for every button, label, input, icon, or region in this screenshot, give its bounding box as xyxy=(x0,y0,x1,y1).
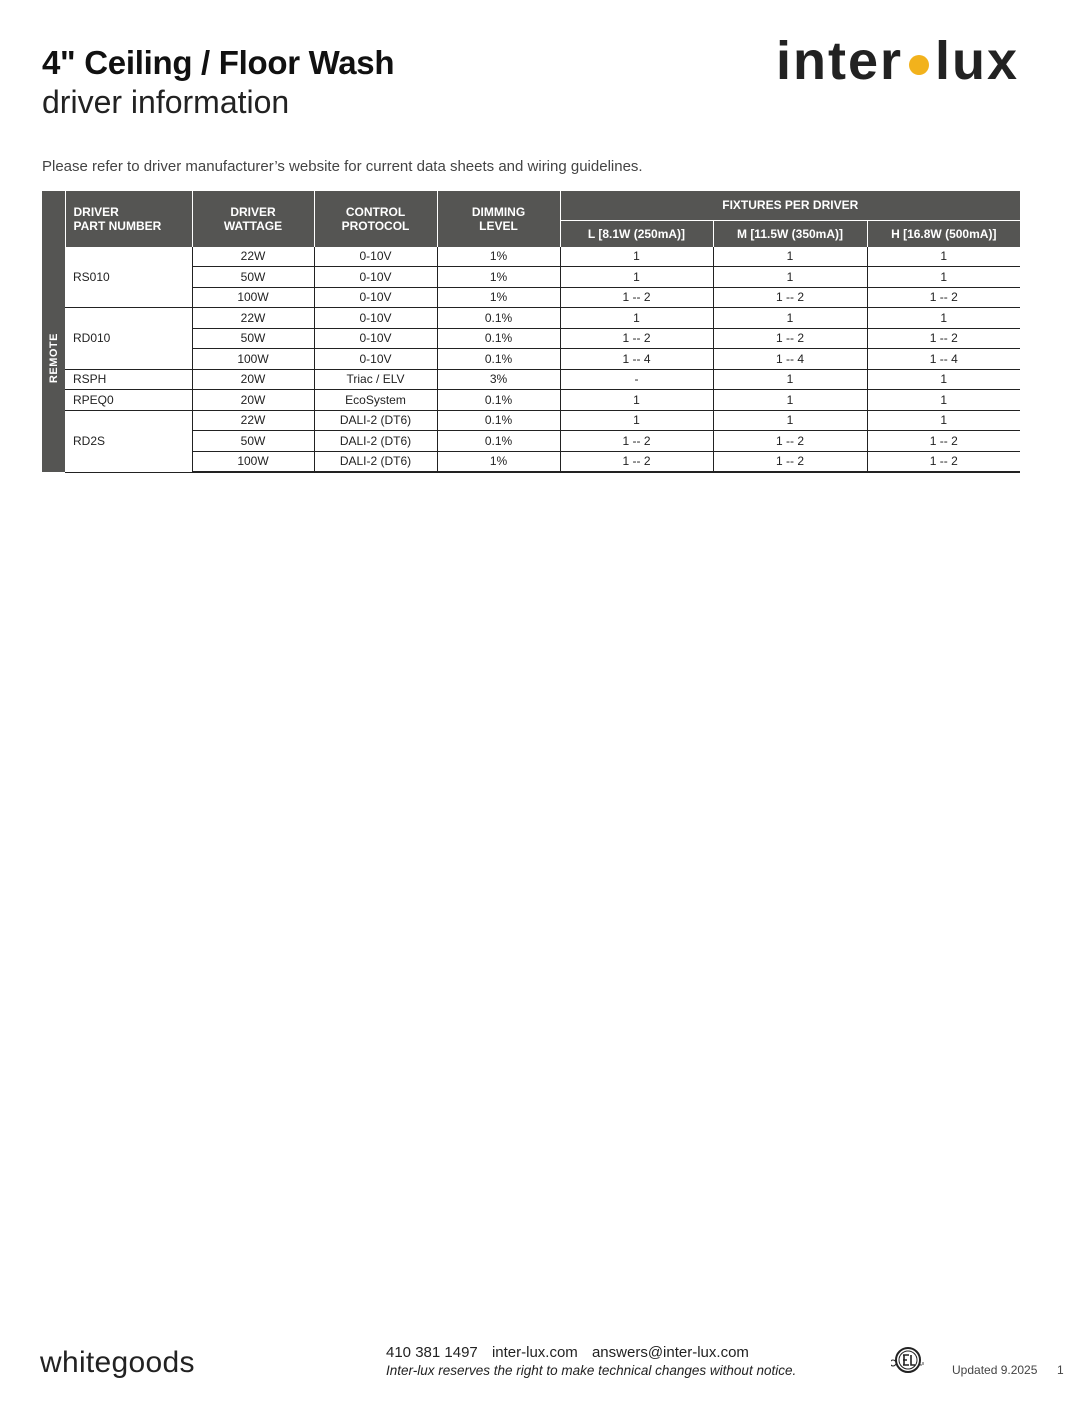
fixture-m-cell: 1 -- 2 xyxy=(713,451,867,472)
table-row xyxy=(42,369,1020,390)
fixture-h-cell: 1 xyxy=(867,247,1020,267)
wattage-cell: 22W xyxy=(192,410,314,431)
dimming-cell: 3% xyxy=(437,369,560,390)
wattage-cell: 20W xyxy=(192,390,314,411)
fixture-h-cell: 1 -- 2 xyxy=(867,328,1020,349)
whitegoods-brand: whitegoods xyxy=(40,1346,195,1379)
dimming-cell: 0.1% xyxy=(437,431,560,452)
footer-disclaimer: Inter-lux reserves the right to make technical changes without notice. xyxy=(386,1363,797,1378)
fixture-l-cell: 1 xyxy=(560,247,713,267)
dimming-cell: 0.1% xyxy=(437,349,560,370)
protocol-cell: 0-10V xyxy=(314,308,437,329)
fixture-m-cell: 1 -- 4 xyxy=(713,349,867,370)
footer-website-link[interactable]: inter-lux.com xyxy=(491,1344,578,1361)
protocol-cell: EcoSystem xyxy=(314,390,437,411)
header-wattage: DRIVER WATTAGE xyxy=(192,191,314,247)
fixture-l-cell: 1 -- 4 xyxy=(560,349,713,370)
dimming-cell: 0.1% xyxy=(437,328,560,349)
fixture-l-cell: 1 -- 2 xyxy=(560,451,713,472)
fixture-l-cell: 1 -- 2 xyxy=(560,328,713,349)
fixture-m-cell: 1 xyxy=(713,390,867,411)
fixture-m-cell: 1 xyxy=(713,267,867,288)
protocol-cell: 0-10V xyxy=(314,287,437,308)
wattage-cell: 20W xyxy=(192,369,314,390)
dimming-cell: 0.1% xyxy=(437,308,560,329)
fixture-m-cell: 1 -- 2 xyxy=(713,328,867,349)
part-number-cell: RPEQ0 xyxy=(65,390,192,411)
fixture-l-cell: 1 -- 2 xyxy=(560,287,713,308)
footer-phone: 410 381 1497 xyxy=(386,1344,478,1361)
fixture-h-cell: 1 -- 4 xyxy=(867,349,1020,370)
fixture-l-cell: 1 -- 2 xyxy=(560,431,713,452)
wattage-cell: 50W xyxy=(192,431,314,452)
table-row xyxy=(42,390,1020,411)
part-number-cell: RSPH xyxy=(65,369,192,390)
protocol-cell: 0-10V xyxy=(314,247,437,267)
protocol-cell: Triac / ELV xyxy=(314,369,437,390)
protocol-cell: DALI-2 (DT6) xyxy=(314,410,437,431)
updated-date: Updated 9.2025 xyxy=(952,1363,1038,1377)
fixture-m-cell: 1 xyxy=(713,308,867,329)
wattage-cell: 22W xyxy=(192,247,314,267)
table-row xyxy=(42,247,1020,267)
fixture-h-cell: 1 -- 2 xyxy=(867,451,1020,472)
table-row xyxy=(42,308,1020,329)
page-number: 1 xyxy=(1057,1363,1064,1377)
dimming-cell: 1% xyxy=(437,267,560,288)
fixture-m-cell: 1 xyxy=(713,369,867,390)
protocol-cell: 0-10V xyxy=(314,328,437,349)
header-protocol: CONTROL PROTOCOL xyxy=(314,191,437,247)
fixture-l-cell: 1 xyxy=(560,410,713,431)
fixture-m-cell: 1 -- 2 xyxy=(713,431,867,452)
wattage-cell: 50W xyxy=(192,328,314,349)
fixture-h-cell: 1 xyxy=(867,369,1020,390)
remote-group-label: REMOTE xyxy=(42,247,65,473)
fixture-h-cell: 1 xyxy=(867,267,1020,288)
fixture-h-cell: 1 xyxy=(867,410,1020,431)
header-fixture-l: L [8.1W (250mA)] xyxy=(560,220,713,247)
fixture-m-cell: 1 xyxy=(713,247,867,267)
table-row xyxy=(42,410,1020,431)
header-fixture-h: H [16.8W (500mA)] xyxy=(867,220,1020,247)
logo-dot-icon xyxy=(909,55,929,75)
fixture-m-cell: 1 xyxy=(713,410,867,431)
dimming-cell: 1% xyxy=(437,247,560,267)
etl-listed-icon xyxy=(891,1346,925,1374)
logo-text-right: lux xyxy=(935,31,1020,91)
interlux-logo xyxy=(776,30,1019,92)
wattage-cell: 22W xyxy=(192,308,314,329)
header-fixture-m: M [11.5W (350mA)] xyxy=(713,220,867,247)
fixture-h-cell: 1 xyxy=(867,390,1020,411)
protocol-cell: 0-10V xyxy=(314,349,437,370)
fixture-l-cell: 1 xyxy=(560,390,713,411)
fixture-l-cell: - xyxy=(560,369,713,390)
part-number-cell: RD2S xyxy=(65,410,192,472)
wattage-cell: 100W xyxy=(192,349,314,370)
header-part-number: DRIVER PART NUMBER xyxy=(65,191,192,247)
wattage-cell: 100W xyxy=(192,287,314,308)
logo-text-left: inter xyxy=(776,31,904,91)
dimming-cell: 1% xyxy=(437,451,560,472)
fixture-l-cell: 1 xyxy=(560,267,713,288)
driver-table xyxy=(42,191,1020,473)
driver-note: Please refer to driver manufacturer’s website for current data sheets and wiring guidelines. xyxy=(42,158,643,175)
header-spacer xyxy=(42,191,65,247)
fixture-h-cell: 1 -- 2 xyxy=(867,431,1020,452)
dimming-cell: 0.1% xyxy=(437,390,560,411)
fixture-h-cell: 1 xyxy=(867,308,1020,329)
footer-contact xyxy=(386,1344,759,1361)
page-title: 4" Ceiling / Floor Wash xyxy=(42,44,395,81)
protocol-cell: DALI-2 (DT6) xyxy=(314,431,437,452)
part-number-cell: RS010 xyxy=(65,247,192,308)
wattage-cell: 100W xyxy=(192,451,314,472)
part-number-cell: RD010 xyxy=(65,308,192,370)
fixture-h-cell: 1 -- 2 xyxy=(867,287,1020,308)
dimming-cell: 1% xyxy=(437,287,560,308)
header-fixtures-per-driver: FIXTURES PER DRIVER xyxy=(560,191,1020,220)
protocol-cell: DALI-2 (DT6) xyxy=(314,451,437,472)
driver-table-body xyxy=(42,247,1020,473)
protocol-cell: 0-10V xyxy=(314,267,437,288)
wattage-cell: 50W xyxy=(192,267,314,288)
header-dimming: DIMMING LEVEL xyxy=(437,191,560,247)
dimming-cell: 0.1% xyxy=(437,410,560,431)
fixture-l-cell: 1 xyxy=(560,308,713,329)
footer-email-link[interactable]: answers@inter-lux.com xyxy=(591,1344,749,1361)
page-subtitle: driver information xyxy=(42,84,290,120)
fixture-m-cell: 1 -- 2 xyxy=(713,287,867,308)
